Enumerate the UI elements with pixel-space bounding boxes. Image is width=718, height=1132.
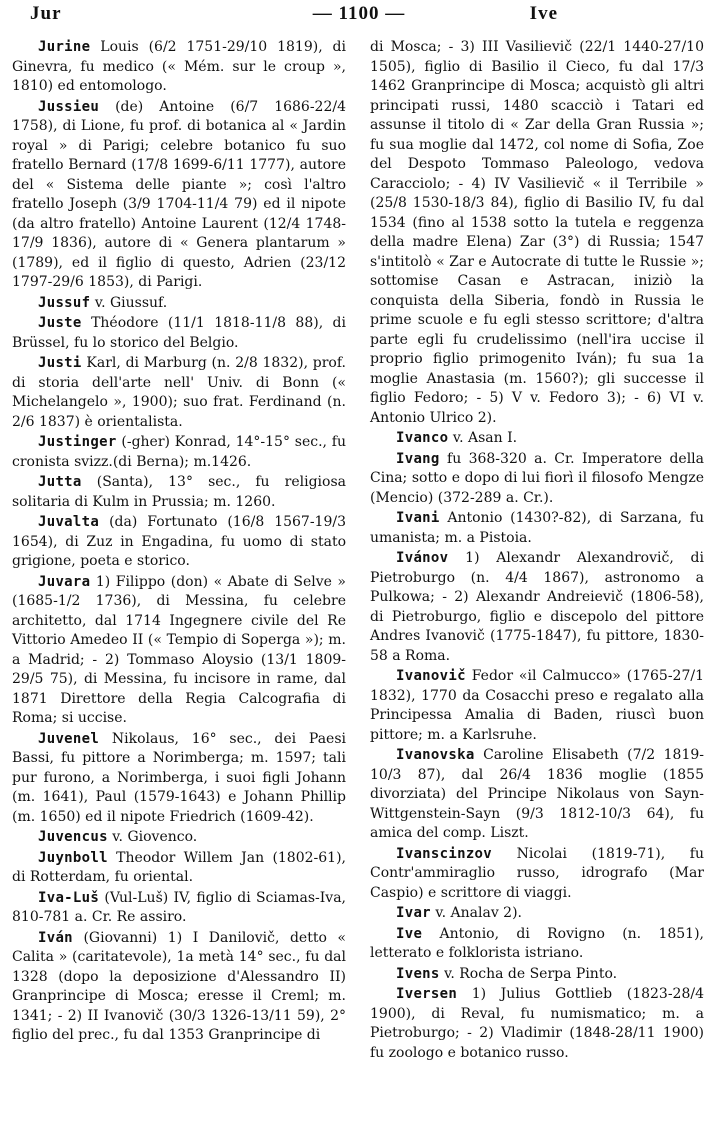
entry-text: Fedor «il Calmucco» (1765-27/1 1832), 1770 da Cosacchi preso e regalato alla Principessa Amalia di Baden, riuscì buon pittore; m. a Karlsruhe.: [370, 668, 704, 743]
dictionary-entry: [12, 354, 346, 432]
entry-headword: Ivani: [396, 510, 440, 526]
entry-headword: Ivens: [396, 965, 440, 982]
entry-headword: Jutta: [38, 474, 82, 490]
dictionary-entry: [370, 985, 704, 1063]
left-column: [12, 38, 346, 1047]
dictionary-entry: [12, 314, 346, 353]
entry-headword: Iva-Luš: [38, 889, 100, 906]
entry-text: (Giovanni) 1) I Danilovič, detto « Calita » (caritatevole), 1a metà 14° sec., fu dal 1328 (dopo la deposizione d'Alessandro II) Granprincipe di Mosca; eresse il Creml; m. 1341; - 2) II Ivanovič (30/3 1326-13/11 59), 2° figlio del prec., fu dal 1353 Granprincipe di: [12, 929, 346, 1043]
right-column: [370, 38, 704, 1064]
dictionary-entry: [370, 845, 704, 904]
entry-headword: Ivanovska: [396, 747, 475, 763]
entry-headword: Iván: [38, 929, 73, 946]
entry-text: v. Analav 2).: [430, 905, 522, 921]
entry-text: Théodore (11/1 1818-11/8 88), di Brüssel, fu lo storico del Belgio.: [12, 315, 346, 351]
entry-headword: Ive: [396, 925, 423, 942]
entry-headword: Ivar: [396, 905, 431, 921]
dictionary-entry: [12, 849, 346, 888]
entry-text: (da) Fortunato (16/8 1567-19/3 1654), di Zuz in Engadina, fu uomo di stato grigione, poeta e storico.: [12, 514, 346, 569]
entry-text: (de) Antoine (6/7 1686-22/4 1758), di Lione, fu prof. di botanica al « Jardin royal » di Parigi; celebre botanico fu suo fratello Bernard (17/8 1699-6/11 1777), autore del « Sistema delle piante »; così l'altro fratello Joseph (3/9 1704-11/4 79) ed il nipote (da altro fratello) Antoine Laurent (12/4 1748-17/9 1836), autore di « Genera plantarum » (1789), ed il figlio di questo, Adrien (23/12 1797-29/6 1853), di Parigi.: [12, 98, 346, 290]
dictionary-entry: [12, 38, 346, 97]
entry-headword: Jussieu: [38, 98, 100, 115]
dictionary-entry: [370, 549, 704, 666]
entry-text: Antonio, di Rovigno (n. 1851), letterato e folklorista istriano.: [370, 925, 704, 961]
entry-headword: Ivánov: [396, 550, 449, 566]
dictionary-entry: [370, 429, 704, 449]
entry-text: v. Giovenco.: [107, 829, 198, 845]
entry-headword: Juvenel: [38, 730, 100, 747]
entry-headword: Ivang: [396, 450, 440, 467]
entry-text: 1) Filippo (don) « Abate di Selve » (1685-1/2 1736), di Messina, fu celebre architetto, dal 1714 Ingegnere civile del Re Vittorio Amedeo II (« Tempio di Soperga »); m. a Madrid; - 2) Tommaso Aloysio (13/1 1809-29/5 75), di Messina, fu incisore in rame, dal 1871 Direttore della Regia Calcografia di Roma; si uccise.: [12, 573, 346, 726]
dictionary-entry: [12, 98, 346, 293]
entry-headword: Juste: [38, 315, 82, 331]
dictionary-entry: [12, 889, 346, 928]
entry-headword: Justinger: [38, 434, 117, 450]
dictionary-entry: [370, 509, 704, 548]
dictionary-entry: [12, 433, 346, 472]
entry-text: 1) Alexandr Alexandrovič, di Pietroburgo (n. 4/4 1867), astronomo a Pulkowa; - 2) Alexandr Andreievič (1806-58), di Pietroburgo, figlio e discepolo del pittore Andres Ivanovič (1775-1847), fu pittore, 1830-58 a Roma.: [370, 550, 704, 664]
entry-headword: Ivanscinzov: [396, 845, 493, 862]
dictionary-entry: [370, 38, 704, 428]
entry-headword: Juynboll: [38, 849, 108, 866]
dictionary-entry: [370, 904, 704, 924]
dictionary-entry: [370, 667, 704, 745]
dictionary-entry: [12, 473, 346, 512]
dictionary-entry: [12, 929, 346, 1046]
dictionary-entry: [12, 828, 346, 848]
entry-text: Theodor Willem Jan (1802-61), di Rotterdam, fu oriental.: [12, 849, 346, 885]
dictionary-entry: [370, 450, 704, 509]
page-number: — 1100 —: [312, 3, 406, 24]
entry-text: Louis (6/2 1751-29/10 1819), di Ginevra, fu medico (« Mém. sur le croup », 1810) ed entomologo.: [12, 39, 346, 94]
entry-headword: Ivanco: [396, 430, 449, 446]
dictionary-entry: [12, 573, 346, 729]
entry-headword: Jussuf: [38, 294, 91, 311]
entry-text: v. Rocha de Serpa Pinto.: [439, 965, 618, 982]
entry-text: (Santa), 13° sec., fu religiosa solitaria di Kulm in Prussia; m. 1260.: [12, 474, 346, 510]
entry-text: Antonio (1430?-82), di Sarzana, fu umanista; m. a Pistoia.: [370, 510, 704, 546]
entry-text: v. Giussuf.: [90, 294, 168, 311]
page-header: [0, 0, 718, 30]
entry-text: (Vul-Luš) IV, figlio di Sciamas-Iva, 810-781 a. Cr. Re assiro.: [12, 889, 346, 925]
dictionary-entry: [12, 513, 346, 572]
entry-headword: Juvalta: [38, 514, 100, 530]
entry-headword: Jurine: [38, 39, 91, 55]
entry-text: fu 368-320 a. Cr. Imperatore della Cina; sotto e dopo di lui fiorì il filosofo Mengze (Mencio) (372-289 a. Cr.).: [370, 450, 704, 506]
dictionary-entry: [370, 965, 704, 985]
entry-text: Nikolaus, 16° sec., dei Paesi Bassi, fu pittore a Norimberga; m. 1597; tali pur furono, a Norimberga, i suoi figli Johann (m. 1641), Paul (1579-1643) e Johann Phillip (m. 1650) ed il nipote Friedrich (1609-42).: [12, 730, 346, 825]
entry-headword: Iversen: [396, 986, 458, 1002]
entry-text: di Mosca; - 3) III Vasilievič (22/1 1440-27/10 1505), figlio di Basilio il Cieco, fu dal 17/3 1462 Granprincipe di Mosca; acquistò gli altri principati russi, 1480 scacciò i Tatari ed assunse il titolo di « Zar della Gran Russia »; fu sua moglie dal 1472, col nome di Sofia, Zoe del Despoto Tommaso Paleologo, vedova Caracciolo; - 4) IV Vasilievič « il Terribile » (25/8 1530-18/3 84), figlio di Basilio IV, fu dal 1534 (fino al 1538 sotto la tutela e reggenza della madre Elena) Zar (3°) di Russia; 1547 s'intitolò « Zar e Autocrate di tutte le Russie »; sottomise Casan e Astracan, iniziò la conquista della Siberia, fondò in Russia le prime scuole e fu egli stesso scrittore; d'altra parte egli fu crudelissimo (nell'ira uccise il proprio figlio primogenito Iván); fu sua 1a moglie Anastasia (m. 1560?); gli successe il figlio Fedoro; - 5) V v. Fedoro 3); - 6) VI v. Antonio Ulrico 2).: [370, 39, 704, 426]
entry-text: Caroline Elisabeth (7/2 1819-10/3 87), dal 26/4 1836 moglie (1855 divorziata) del Principe Nikolaus von Sayn-Wittgenstein-Sayn (9/3 1812-10/3 64), fu amica del comp. Liszt.: [370, 747, 704, 841]
entry-text: Karl, di Marburg (n. 2/8 1832), prof. di storia dell'arte nell' Univ. di Bonn (« Michelangelo », 1900); suo frat. Ferdinand (n. 2/6 1837) è orientalista.: [12, 355, 346, 430]
entry-text: v. Asan I.: [448, 430, 518, 446]
entry-headword: Ivanovič: [396, 668, 466, 684]
dictionary-entry: [370, 746, 704, 844]
entry-text: 1) Julius Gottlieb (1823-28/4 1900), di Reval, fu numismatico; m. a Pietroburgo; - 2) Vladimir (1848-28/11 1900) fu zoologo e botanico russo.: [370, 986, 704, 1061]
dictionary-entry: [12, 294, 346, 314]
header-right-guideword: Ive: [529, 3, 558, 24]
entry-headword: Juvara: [38, 573, 91, 590]
dictionary-entry: [12, 730, 346, 828]
entry-headword: Juvencus: [38, 829, 108, 845]
header-left-guideword: Jur: [30, 3, 62, 24]
entry-text: (-gher) Konrad, 14°-15° sec., fu cronista svizz.(di Berna); m.1426.: [12, 434, 346, 470]
entry-headword: Justi: [38, 355, 82, 371]
entry-text: Nicolai (1819-71), fu Contr'ammiraglio russo, idrografo (Mar Caspio) e scrittore di viaggi.: [370, 845, 704, 901]
dictionary-entry: [370, 925, 704, 964]
